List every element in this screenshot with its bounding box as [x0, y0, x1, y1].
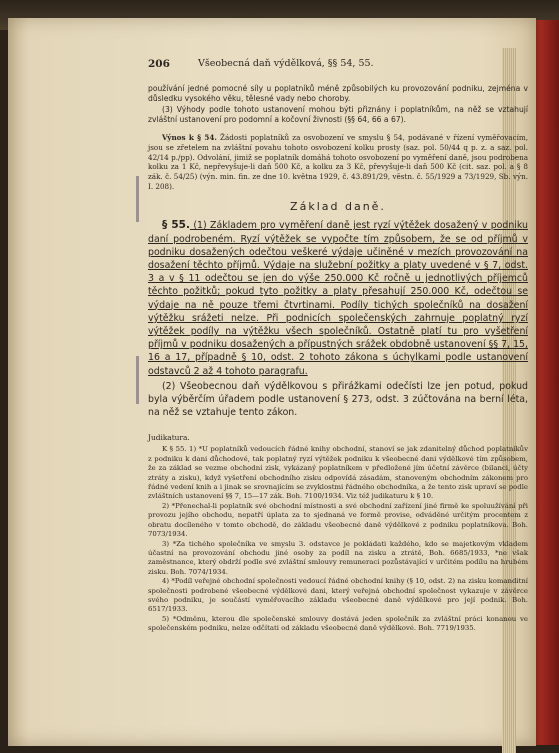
running-header: [148, 58, 528, 74]
judikatura-item: 4) *Podíl veřejné obchodní společnosti vedoucí řádné obchodní knihy (§ 10, odst. 2) na zisku komanditní společnosti podrobené všeobecné výdělkové dani, který veřejná obchodní společnost vykazuje v závěrce svého podniku, je součástí vyměřovacího základu všeobecné daně výdělkové pro její podnik. Boh. 6517/1933.: [148, 577, 528, 614]
section-55-paragraph-2: (2) Všeobecnou daň výdělkovou s přirážkami odečísti lze jen potud, pokud byla výběrčím úřadem podle ustanovení § 273, odst. 3 zúčtována na berní léta, na něž se vztahuje tento zákon.: [148, 380, 528, 419]
vynos-text: Žádosti poplatníků za osvobození ve smyslu § 54, podávané v řízení vyměřovacím, jsou se zřetelem na zvláštní povahu tohoto osvobození kolku prosty (saz. pol. 50/44 q p. z. a saz. pol. 42/14 p./pp). Odvolání, jimiž se poplatník domáhá tohoto osvobození po vyměření daně, jsou podrobena kolku za 1 Kč, nepřevyšuje-li daň 500 Kč, a kolku za 3 Kč, převyšuje-li daň 500 Kč (cit. saz. pol. a § 8 zák. č. 54/25) (výn. min. fin. ze dne 10. května 1929, č. 43.891/29, věstn. č. 55/1929 a 73/1929, Sb. výn. I. 208).: [148, 133, 528, 191]
section-55-paragraph-1: [148, 219, 528, 377]
page-content: [148, 58, 528, 634]
page-number: 206: [148, 58, 170, 70]
book-page: [8, 18, 536, 746]
paragraph-3: (3) Výhody podle tohoto ustanovení mohou býti přiznány i poplatníkům, na něž se vztahují zvláštní ustanovení pro podomní a kočovní živnosti (§§ 64, 66 a 67).: [148, 104, 528, 124]
judikatura-heading: Judikatura.: [148, 433, 190, 443]
running-title: Všeobecná daň výdělková, §§ 54, 55.: [198, 58, 374, 69]
vynos-paragraph: [148, 133, 528, 191]
section-number: § 55.: [162, 219, 190, 232]
continuation-text: používání jedné pomocné síly u poplatníků méně způsobilých ku provozování podniku, zejména v důsledku vysokého věku, tělesné vady nebo choroby.: [148, 84, 528, 104]
margin-ink-mark: [136, 356, 139, 404]
section-heading: Základ daně.: [290, 200, 386, 214]
vynos-lead: Výnos k § 54.: [162, 133, 217, 143]
judikatura-item: K § 55. 1) *U poplatníků vedoucích řádné knihy obchodní, stanoví se jak zdanitelný důchod poplatníkův z podniku k dani důchodové, tak poplatný ryzí výtěžek podniku k všeobecné dani výdělkové tím způsobem, že za základ se vezme obchodní zisk, vykázaný poplatníkem v předložené jím účetní závěrce (bilanci, účty ztráty a zisku), když vyšetření obchodního zisku odpovídá zásadám, stanoveným obchodním zákonem pro řádné vedení knih a i jinak se srovnajícím se zvyklostmi řádného obchodníka, a že tento zisk upraví se podle zvláštních ustanovení §§ 7, 15—17 zák. Boh. 7100/1934. Viz též judikaturu k § 10.: [148, 445, 528, 501]
judikatura-item: 3) *Za tichého společníka ve smyslu 3. odstavce je pokládati každého, kdo se majetkovým vkladem účastní na provozování obchodu jiné osoby za podíl na zisku a ztrátě, Boh. 6685/1933, *ne však zaměstnance, který obdrží podle své zvláštní smlouvy remuneraci pozůstávající v určitém podílu na hrubém zisku. Boh. 7074/1934.: [148, 539, 528, 576]
margin-ink-mark: [136, 176, 139, 222]
section-55-text: (1) Základem pro vyměření daně jest ryzí výtěžek dosažený v podniku daní podrobeném. Ryzí výtěžek se vypočte tím způsobem, že se od příjmů v podniku dosažených odečtou veškeré výdaje učiněné v mezích provozování na dosažení těchto příjmů. Výdaje na služební požitky a platy uvedené v § 7, odst. 3 a v § 11 odečtou se jen do výše 250.000 Kč ročně u jednotlivých příjemců těchto požitků; pokud tyto požitky a platy přesahují 250.000 Kč, odečtou se výdaje na ně pouze třemi čtvrtinami. Podíly tichých společníků na dosažení výtěžku srážeti nelze. Při podnicích společenských zahrnuje poplatný ryzí výtěžek podíly na výtěžku všech společníků. Ostatně platí tu pro vyšetření příjmů v podniku dosažených a přípustných srážek obdobně ustanovení §§ 7, 15, 16 a 17, případně § 10, odst. 2 tohoto zákona s úchylkami podle ustanovení odstavců 2 až 4 tohoto paragrafu.: [148, 220, 528, 377]
judikatura-item: 2) *Přenechal-li poplatník své obchodní místnosti a své obchodní zařízení jiné firmě ke spoluužívání při provozu jejího obchodu, nepatří úplata za to sjednaná ve formě provise, odváděné určitým procentem z obratu docíleného v tomto obchodě, do základu všeobecné daně výdělkové z podniku poplatníkova. Boh. 7073/1934.: [148, 501, 528, 539]
judikatura-item: 5) *Odměnu, kterou dle společenské smlouvy dostává jeden společník za zvláštní práci konanou ve společenském podniku, nelze odčítati od základu všeobecné daně výdělkové. Boh. 7719/1935.: [148, 614, 528, 633]
